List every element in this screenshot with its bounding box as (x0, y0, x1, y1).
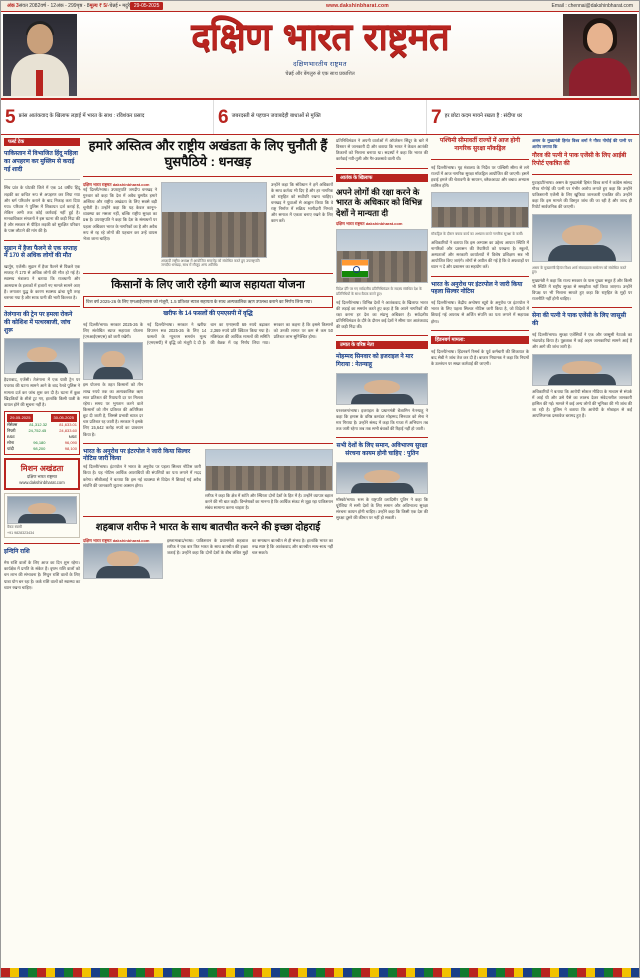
teaser-bar (1, 100, 639, 135)
article-headline[interactable]: सभी देशों के लिए समान, अविभाज्य सुरक्षा संरचना कायम होनी चाहिए : पुतिन (336, 443, 428, 458)
lead-photo-caption: आज़ादी राष्ट्रीय अध्यक्ष में आयोजित समारोह को संबोधित करते हुए उपराष्ट्रपति जगदीप धनखड़, साथ में मौजूद अन्य अतिथि। (161, 258, 260, 268)
article-headline[interactable]: भारत के अनुरोध पर इंटरपोल ने जारी किया सिल्वर नोटिस जारी किया (83, 448, 191, 463)
price: मूल्य ₹ 5/- (89, 3, 110, 9)
article-body: नई दिल्ली/भाषा। विभिन्न देशों ने आतंकवाद के खिलाफ भारत की लड़ाई का समर्थन करते हुए कहा है कि अपने नागरिकों की रक्षा करना हर देश का संप्रभु अधिकार है। सर्वदलीय प्रतिनिधिमंडल के दौरे के दौरान कई देशों ने सीमा पार आतंकवाद की कड़ी निंदा की। (336, 299, 428, 330)
article-body: गुवाहाटी/भाषा। असम के मुख्यमंत्री हिमंत विश्व शर्मा ने कांग्रेस सांसद गौरव गोगोई की पत्नी पर गंभीर आरोप लगाते हुए कहा कि उन्होंने पाकिस्तानी एजेंसी के लिए खुफिया जानकारी एकत्रित की। उन्होंने कहा कि इस मामले की विस्तृत जांच की जा रही है और जल्द ही रिपोर्ट सार्वजनिक की जाएगी। (532, 179, 632, 210)
color-registration-strip (1, 968, 639, 977)
article-headline[interactable]: तेलंगाना की ट्रेन पर हमला रोकने की कोशिश में पत्थरबाजी, जांच शुरू (4, 311, 73, 334)
ad-phone: +91 9828323434 (7, 530, 35, 535)
article-headline[interactable]: मोहम्मद सिनवार को इजराइल ने मार गिराया : नेतन्याहू (336, 354, 414, 369)
index-name: सोना (7, 440, 14, 446)
lead-photo (161, 182, 267, 258)
section-kicker: आतंक के खिलाफ (336, 174, 428, 182)
india-flag-icon (341, 259, 369, 278)
sub-headline[interactable]: खरीफ के 14 फसलों की एमएसपी में वृद्धि (163, 311, 253, 318)
astrology-body: मेष राशि वालों के लिए आज का दिन शुभ रहेगा। कार्यक्षेत्र में प्रगति के संकेत हैं। वृषभ राशि वालों को धन लाभ की संभावना है। मिथुन राशि वालों के लिए यात्रा योग बन रहा है। कर्क राशि वालों को स्वास्थ्य का ध्यान रखना चाहिए। (4, 560, 80, 590)
article-byline: दक्षिण भारत राष्ट्रमत dakshinbharat.com (336, 221, 403, 227)
article-photo (336, 229, 428, 283)
index-name: सेंसेक्स (7, 422, 18, 428)
highlight-text: वित्त वर्ष 2025-26 के लिए एमआईएसएस को मंजूरी, 1.5 प्रतिशत ब्याज सहायता के साथ अल्पकालिक ऋण उपलब्ध कराने का निर्णय लिया गया। (86, 298, 313, 304)
lead-body: नई दिल्ली/भाषा। उपराष्ट्रपति जगदीप धनखड़ ने गुरुवार को कहा कि देश में अवैध घुसपैठ हमारे अस्तित्व और राष्ट्रीय अखंडता के लिए सबसे बड़ी चुनौती है। उन्होंने कहा कि यह केवल कानून-व्यवस्था का मसला नहीं, बल्कि राष्ट्रीय सुरक्षा का प्रश्न है। उपराष्ट्रपति ने कहा कि देश के संसाधनों पर पहला अधिकार भारत के नागरिकों का है और अवैध रूप से रह रहे लोगों की पहचान कर उन्हें वापस भेजा जाना चाहिए। (83, 186, 157, 241)
index-name: चांदी (7, 446, 14, 452)
article-photo (83, 543, 163, 579)
publication-date: 29-05-2025 (130, 2, 164, 10)
article-headline[interactable]: अपने लोगों की रक्षा करने के भारत के अधिकार को विभिन्न देशों ने मान्यता दी (336, 186, 422, 218)
article-body: नई दिल्ली/भाषा। सरकार 2025-26 के लिए संशोधित ब्याज सहायता योजना (एमआईएसएस) को जारी रखेगी। (83, 322, 143, 340)
ad-person-name: वेंकट स्वामी (7, 525, 22, 530)
right-portrait-photo (563, 14, 637, 96)
article-body: इस्लामाबाद/भाषा। पाकिस्तान के प्रधानमंत्री शहबाज शरीफ ने एक बार फिर भारत के साथ बातचीत की इच्छा जताई है। उन्होंने कहा कि दोनों देशों के बीच लंबित मुद्दों का समाधान बातचीत से ही संभव है। हालांकि भारत का रुख स्पष्ट है कि आतंकवाद और बातचीत साथ-साथ नहीं चल सकते। (167, 537, 333, 555)
article-photo (336, 373, 428, 405)
article-body: मुख्यमंत्री ने कहा कि राज्य सरकार के पास पुख्ता सबूत हैं और किसी भी स्थिति में राष्ट्रीय सुरक्षा से समझौता नहीं किया जाएगा। उन्होंने विपक्ष पर भी निशाना साधते हुए कहा कि राष्ट्रहित के मुद्दों पर राजनीति नहीं होनी चाहिए। (532, 277, 632, 302)
article-body: मॉस्को/भाषा। रूस के राष्ट्रपति व्लादिमीर पुतिन ने कहा कि यूरेशिया में सभी देशों के लिए समान और अविभाज्य सुरक्षा संरचना कायम होनी चाहिए। उन्होंने कहा कि किसी एक देश की सुरक्षा दूसरे की कीमत पर नहीं हो सकती। (336, 497, 428, 521)
ad-subtitle: दक्षिण भारत राष्ट्रमत (27, 474, 57, 480)
article-body: खार्तूम, एजेंसी। सूडान में हैजा फैलने से पिछले एक सप्ताह में 170 से अधिक लोगों की मौत हो गई है। स्वास्थ्य मंत्रालय ने बताया कि राजधानी और आसपास के इलाकों में हजारों नए मामले सामने आए हैं। लगातार युद्ध के कारण स्वास्थ्य ढांचा पूरी तरह चरमरा गया है और साफ पानी की भारी किल्लत है। (4, 264, 80, 300)
column-1 (4, 138, 80, 591)
astrology-headline[interactable]: इन्दिनि राशि (4, 549, 30, 556)
newspaper-title: दक्षिण भारत राष्ट्रमत (191, 15, 449, 58)
lead-byline: दक्षिण भारत राष्ट्रमत dakshinbharat.com (83, 181, 150, 187)
teaser-item[interactable] (1, 100, 214, 134)
teaser-page-number: 6 (218, 106, 229, 128)
section-kicker: फर्स्ट टेक (4, 138, 80, 146)
article-photo (83, 342, 143, 380)
teaser-text: हर छोटा कदम मायने रखता है : संदीपा धर (444, 113, 523, 120)
city-line: चेन्नई • मदुरै (109, 3, 130, 9)
article-photo (532, 354, 632, 386)
article-body: यरुशलम/भाषा। इजराइल के प्रधानमंत्री बेंजामिन नेतन्याहू ने कहा कि हमास के वरिष्ठ कमांडर मोहम्मद सिनवार को सेना ने मार गिराया है। उन्होंने संसद में कहा कि गाजा में अभियान तब तक जारी रहेगा जब तक सभी बंधकों की रिहाई नहीं हो जाती। (336, 407, 428, 432)
masthead (1, 12, 639, 100)
article-photo (4, 338, 80, 374)
article-headline[interactable]: सूडान में हैजा फैलने से एक सप्ताह में 170 से अधिक लोगों की मौत (4, 245, 78, 260)
market-rates-box (4, 411, 80, 455)
teaser-item[interactable] (214, 100, 427, 134)
article-photo (205, 449, 333, 491)
article-body: नई दिल्ली/भाषा। गृह मंत्रालय के निर्देश पर पश्चिमी सीमा से लगे राज्यों में आज नागरिक सुरक्षा मॉकड्रिल आयोजित की जाएगी। इसमें हवाई हमले की चेतावनी के सायरन, ब्लैकआउट और बचाव अभ्यास शामिल होंगे। (431, 164, 529, 189)
exchange-nse: NSE (68, 434, 77, 440)
section-kicker: उमात के वरिष्ठ नेता (336, 341, 428, 349)
article-headline[interactable]: गौरव की पत्नी ने पाक एजेंसी के लिए आईबी रिपोर्ट एकत्रित की (532, 153, 627, 168)
article-headline[interactable]: पश्चिमी सीमावर्ती राज्यों में आज होगी नागरिक सुरक्षा मॉकड्रिल (439, 138, 521, 152)
article-body: नई दिल्ली/भाषा। सरकार ने खरीफ विपणन सत्र 2025-26 के लिए 14 फसलों के न्यूनतम समर्थन मूल्य (एमएसपी) में वृद्धि को मंजूरी दे दी है। धान का एमएसपी 69 रुपये बढ़ाकर 2,369 रुपये प्रति क्विंटल किया गया है। मंत्रिमंडल की आर्थिक मामलों की समिति की बैठक में यह निर्णय लिया गया। सरकार का कहना है कि इससे किसानों को उनकी लागत पर कम से कम 50 प्रतिशत लाभ सुनिश्चित होगा। (147, 322, 333, 346)
index-value-left: 96,180 (33, 440, 46, 446)
website-link[interactable]: www.dakshinbharat.com (326, 3, 389, 9)
index-value-left: 98,200 (33, 446, 46, 452)
article-photo (336, 462, 428, 494)
article-body: नई दिल्ली/भाषा। इंटरपोल ने भारत के अनुरोध पर पहला सिल्वर नोटिस जारी किया है। यह नोटिस आर्थिक अपराधियों की संपत्तियों का पता लगाने में मदद करेगा। सीबीआई ने बताया कि इस नई व्यवस्था से विदेश में छिपाई गई अवैध संपत्ति की जानकारी जुटाना आसान होगा। (83, 464, 201, 488)
exchange-bse: BSE (7, 434, 16, 440)
market-row (7, 446, 77, 452)
section-kicker: हिंडनबर्ग मामला: (431, 336, 529, 344)
lead-body-continued: उन्होंने कहा कि संविधान ने हमें अधिकारों के साथ कर्तव्य भी दिए हैं और हर नागरिक को राष्ट्रहित को सर्वोपरि रखना चाहिए। धनखड़ ने युवाओं से आह्वान किया कि वे राष्ट्र निर्माण में सक्रिय भागीदारी निभाएं और समाज में एकता बनाए रखने के लिए काम करें। (271, 181, 333, 224)
index-name: निफ्टी (7, 428, 16, 434)
page-body (1, 135, 639, 594)
rate-date-right: 30-05-2025 (51, 414, 77, 422)
index-value-right: 81,633.01 (59, 422, 77, 428)
index-value-right: 98,100 (64, 446, 77, 452)
index-value-left: 24,752.45 (28, 428, 47, 434)
ad-photo (7, 496, 77, 524)
page-count: पृष्ठ - 8 (76, 3, 90, 9)
index-value-right: 96,090 (64, 440, 77, 446)
article-body: सिंध प्रांत के घोटकी जिले में एक 14 वर्षीय हिंदू लड़की का कथित रूप से अपहरण कर लिया गया और धर्म परिवर्तन कराने के बाद निकाह करा दिया गया। परिवार ने पुलिस में शिकायत दर्ज कराई है, लेकिन अभी तक कोई कार्रवाई नहीं हुई है। मानवाधिकार संगठनों ने इस घटना की कड़ी निंदा की है और सरकार से पीड़ित लड़की को सुरक्षित परिवार के पास लौटाने की मांग की है। (4, 185, 80, 234)
article-headline[interactable]: किसानों के लिए जारी रहेगी ब्याज सहायता योजना (111, 278, 305, 291)
article-body: प्रतिनिधिमंडल ने अपनी वार्ताओं में ऑपरेशन सिंदूर के बारे में विस्तार से जानकारी दी और बताया कि भारत ने केवल आतंकी ठिकानों को निशाना बनाया था। सदस्यों ने कहा कि भारत की कार्रवाई नपी-तुली और गैर-उकसावे वाली थी। (336, 138, 428, 162)
article-body: नई दिल्ली/भाषा। सुरक्षा एजेंसियों ने एक और जासूसी नेटवर्क का भंडाफोड़ किया है। पूछताछ में कई अहम जानकारियां सामने आई हैं और आगे की जांच जारी है। (532, 332, 632, 350)
article-body: नई दिल्ली/भाषा। केंद्रीय अन्वेषण ब्यूरो के अनुरोध पर इंटरपोल ने भारत के लिए पहला सिल्वर नोटिस जारी किया है, जो विदेशों में छिपाई गई अपराध से अर्जित संपत्ति का पता लगाने में सहायक होगा। (431, 300, 529, 324)
article-body: नई दिल्ली/भाषा। हिंडनबर्ग रिसर्च के पूर्व कर्मचारी की शिकायत के बाद सेबी ने जांच तेज कर दी है। बाजार नियामक ने कहा कि नियमों के उल्लंघन पर सख्त कार्रवाई की जाएगी। (431, 348, 529, 366)
left-portrait-photo (3, 14, 77, 96)
highlight-box (83, 296, 333, 309)
teaser-text: जबरदस्ती से पहचान जवाबदेही बाधाओं से मुक्ति (231, 113, 321, 120)
newspaper-subtitle: दक्षिणभारतीय राष्ट्रमत (293, 61, 347, 68)
article-kicker: असम के मुख्यमंत्री हिमंत विश्व शर्मा ने गौरव गोगोई की पत्नी पर आरोप लगाया कि (532, 138, 632, 150)
article-headline[interactable]: पाकिस्तान में विभाजित हिंदू महिला का अपहरण कर मुस्लिम से कराई गई शादी (4, 151, 78, 173)
article-byline: दक्षिण भारत राष्ट्रमत dakshinbharat.com (83, 537, 150, 543)
photo-caption: असम के मुख्यमंत्री हिमंत विश्व शर्मा संवाददाता सम्मेलन को संबोधित करते हुए। (532, 265, 627, 275)
ad-title: मिशन अखंडता (20, 464, 64, 474)
rate-date-left: 29-05-2025 (7, 414, 33, 422)
lead-headline[interactable]: हमारे अस्तित्व और राष्ट्रीय अखंडता के लिए चुनौती हैं घुसपैठिये : धनखड़ (88, 138, 328, 170)
top-info-bar (1, 1, 639, 12)
teaser-page-number: 7 (431, 106, 442, 128)
email-link[interactable]: Email : chennai@dakshinbharat.com (551, 3, 633, 9)
column-2-lead (83, 138, 333, 591)
article-photo (431, 192, 529, 228)
teaser-item[interactable] (427, 100, 639, 134)
article-headline[interactable]: शहबाज शरीफ ने भारत के साथ बातचीत करने की इच्छा दोहराई (95, 522, 321, 534)
photo-caption: मॉकड्रिल के दौरान बचाव कार्य का अभ्यास करते नागरिक सुरक्षा के कर्मी। (431, 232, 524, 237)
article-headline[interactable]: सेना की पत्नी ने पाक एजेंसी के लिए जासूसी की (532, 313, 627, 328)
edition-info: अंक 3 (7, 3, 19, 9)
article-body: अधिकारियों ने बताया कि आरोपी सोशल मीडिया के माध्यम से संपर्क में आई थी और उसे पैसे का लालच देकर संवेदनशील जानकारी हासिल की गई। मामले में कई अन्य लोगों की भूमिका की भी जांच की जा रही है। पुलिस ने बताया कि आरोपी के मोबाइल से कई आपत्तिजनक दस्तावेज बरामद हुए हैं। (532, 388, 632, 419)
article-body: हैदराबाद, एजेंसी। तेलंगाना में एक यात्री ट्रेन पर पथराव की घटना सामने आने के बाद रेलवे पुलिस ने मामला दर्ज कर जांच शुरू कर दी है। घटना में कुछ खिड़कियों के शीशे टूट गए, हालांकि किसी यात्री के घायल होने की सूचना नहीं है। (4, 377, 80, 407)
volume-info: वर्ष - 12 (40, 3, 57, 9)
teaser-text: फ्रांस आतंकवाद के खिलाफ लड़ाई में भारत के साथ : रविशंकर प्रसाद (18, 113, 145, 120)
teaser-page-number: 5 (5, 106, 16, 128)
column-5 (532, 138, 632, 591)
ad-website[interactable]: www.dakshinbharat.com (19, 480, 65, 486)
article-headline[interactable]: भारत के अनुरोध पर इंटरपोल ने जारी किया पहला सिल्वर नोटिस (431, 281, 523, 296)
samvat-info: संवत 2082 (18, 3, 41, 9)
article-body: अधिकारियों ने बताया कि इस अभ्यास का उद्देश्य आपात स्थिति में नागरिकों और प्रशासन की तैयारियों को परखना है। स्कूलों, अस्पतालों और सरकारी कार्यालयों में विशेष प्रशिक्षण सत्र भी आयोजित किए जाएंगे। लोगों से अपील की गई है कि वे अफवाहों पर ध्यान न दें और प्रशासन का सहयोग करें। (431, 239, 529, 270)
issue-info: अंक - 299 (56, 3, 77, 9)
column-4 (431, 138, 529, 591)
article-body: शरीफ ने कहा कि क्षेत्र में शांति और स्थिरता दोनों देशों के हित में है। उन्होंने व्यापार बहाल करने की भी बात कही। विश्लेषकों का मानना है कि आर्थिक संकट से जूझ रहा पाकिस्तान संबंध सामान्य करना चाहता है। (205, 492, 333, 510)
article-body: इस योजना के तहत किसानों को तीन लाख रुपये तक का अल्पकालिक ऋण सात प्रतिशत की रियायती दर पर मिलता रहेगा। समय पर भुगतान करने वाले किसानों को तीन प्रतिशत की अतिरिक्त छूट दी जाती है, जिससे प्रभावी ब्याज दर चार प्रतिशत रह जाती है। सरकार ने इसके लिए 15,642 करोड़ रुपये का प्रावधान किया है। (83, 382, 143, 437)
masthead-title-block (79, 15, 561, 77)
photo-caption: विदेश दौरे पर गए सर्वदलीय प्रतिनिधिमंडल के सदस्य संबंधित देश के प्रतिनिधियों के साथ बैठक करते हुए। (336, 287, 422, 296)
index-value-right: 24,833.60 (59, 428, 77, 434)
column-3 (336, 138, 428, 591)
classified-ad[interactable] (4, 493, 80, 538)
index-value-left: 81,312.32 (29, 422, 48, 428)
article-photo (532, 214, 632, 262)
newspaper-tagline: चेन्नई और बेंगलुरु से एक साथ प्रकाशित (285, 71, 355, 77)
house-advertisement[interactable] (4, 458, 80, 490)
